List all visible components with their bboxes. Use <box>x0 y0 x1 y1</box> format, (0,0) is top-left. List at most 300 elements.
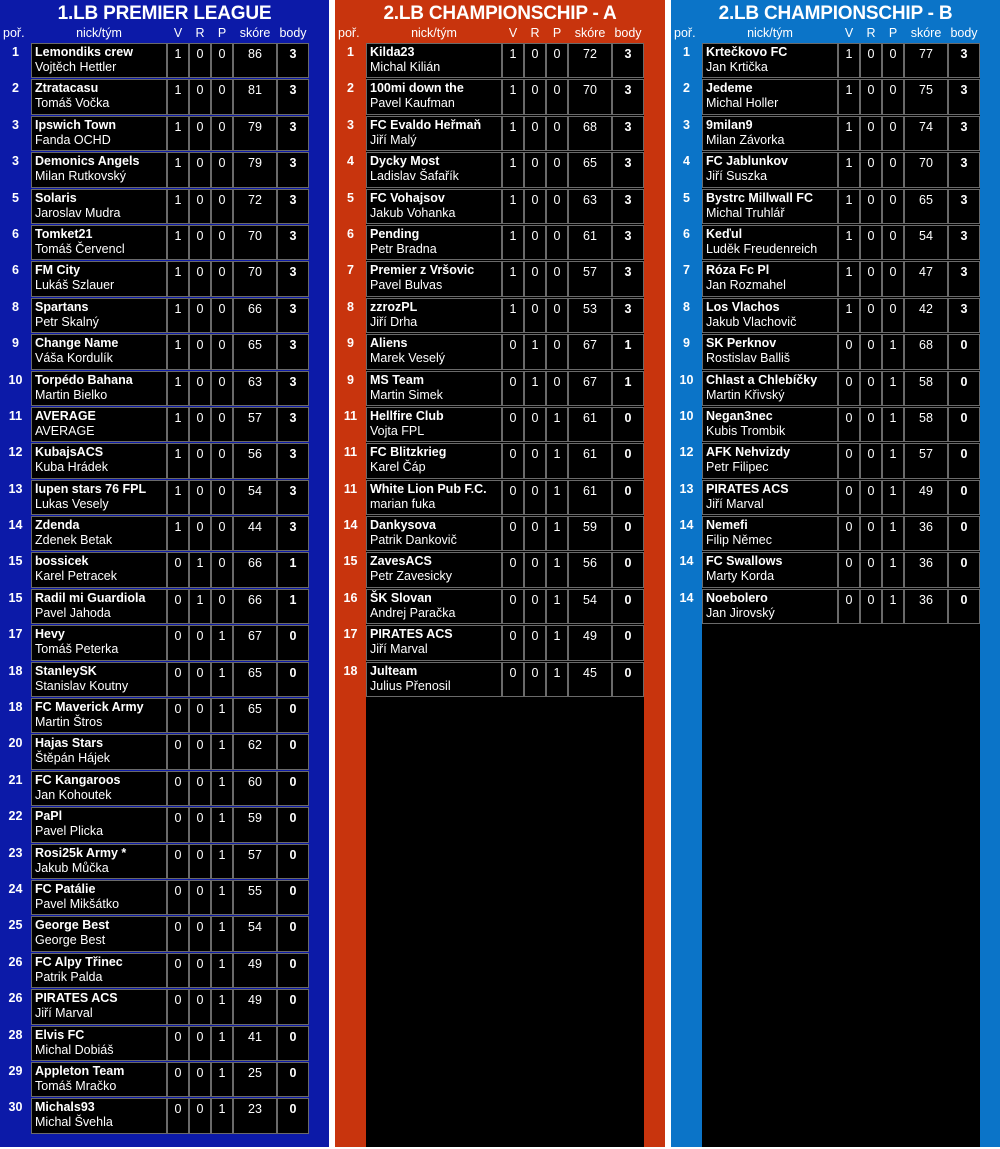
team-name: Róza Fc Pl <box>706 263 770 278</box>
team-cell <box>702 334 838 369</box>
rank-cell: 1 <box>12 45 19 59</box>
score-cell: 54 <box>233 916 277 951</box>
rank-cell: 11 <box>8 408 23 423</box>
rank-cell: 3 <box>347 117 354 132</box>
rank-cell: 16 <box>343 590 358 605</box>
table-row <box>671 407 1000 443</box>
losses-cell: 0 <box>546 371 568 406</box>
manager-name: Milan Závorka <box>706 132 785 147</box>
points-cell: 0 <box>948 443 980 478</box>
table-row <box>671 298 1000 334</box>
team-cell <box>702 480 838 515</box>
draws-cell: 0 <box>860 407 882 442</box>
wins-cell: 1 <box>838 225 860 260</box>
wins-cell: 1 <box>167 152 189 187</box>
draws-cell: 0 <box>189 807 211 842</box>
wins-cell: 0 <box>502 407 524 442</box>
standings-table <box>0 43 329 1135</box>
points-cell: 3 <box>948 79 980 114</box>
manager-name: Kubis Trombik <box>706 423 786 438</box>
team-cell <box>31 589 167 624</box>
table-row <box>671 225 1000 261</box>
wins-cell: 0 <box>167 916 189 951</box>
draws-cell: 0 <box>524 261 546 296</box>
team-name: Julteam <box>370 663 418 678</box>
points-cell: 0 <box>277 953 309 988</box>
team-cell <box>366 625 502 660</box>
manager-name: Marek Veselý <box>370 351 446 366</box>
team-name: Spartans <box>35 299 89 314</box>
team-cell <box>366 480 502 515</box>
losses-cell: 0 <box>211 443 233 478</box>
team-cell <box>702 589 838 624</box>
manager-name: Fanda OCHD <box>35 132 111 147</box>
score-cell: 57 <box>904 443 948 478</box>
header-points: body <box>279 26 307 40</box>
score-cell: 58 <box>904 371 948 406</box>
team-cell <box>366 589 502 624</box>
manager-name: Jan Jirovský <box>706 605 775 620</box>
draws-cell: 0 <box>860 43 882 78</box>
team-name: Premier z Vršovic <box>370 263 475 278</box>
league-title: 1.LB PREMIER LEAGUE <box>57 3 272 24</box>
score-cell: 65 <box>568 152 612 187</box>
manager-name: Jan Kohoutek <box>35 787 112 802</box>
team-name: Keďul <box>706 226 743 241</box>
team-cell <box>31 989 167 1024</box>
team-name: Hajas Stars <box>35 736 104 751</box>
losses-cell: 0 <box>546 116 568 151</box>
manager-name: Petr Skalný <box>35 314 99 329</box>
table-row <box>335 480 664 516</box>
points-cell: 3 <box>277 516 309 551</box>
losses-cell: 0 <box>882 152 904 187</box>
score-cell: 65 <box>233 662 277 697</box>
manager-name: Pavel Jahoda <box>35 605 111 620</box>
team-name: ŠK Slovan <box>370 590 432 605</box>
score-cell: 63 <box>568 189 612 224</box>
losses-cell: 0 <box>211 79 233 114</box>
team-cell <box>702 79 838 114</box>
team-cell <box>31 734 167 769</box>
header-v: V <box>173 26 183 40</box>
team-name: Torpédo Bahana <box>35 372 133 387</box>
points-cell: 0 <box>948 371 980 406</box>
wins-cell: 0 <box>167 989 189 1024</box>
table-row <box>671 189 1000 225</box>
manager-name: Jan Rozmahel <box>706 278 786 293</box>
losses-cell: 0 <box>882 225 904 260</box>
rank-cell: 15 <box>8 554 23 569</box>
table-row <box>335 152 664 188</box>
manager-name: Pavel Plicka <box>35 824 104 839</box>
rank-cell: 21 <box>8 772 23 787</box>
losses-cell: 1 <box>211 1026 233 1061</box>
wins-cell: 0 <box>502 516 524 551</box>
wins-cell: 0 <box>167 662 189 697</box>
manager-name: marian fuka <box>370 496 436 511</box>
points-cell: 0 <box>277 771 309 806</box>
team-cell <box>366 552 502 587</box>
team-name: Solaris <box>35 190 77 205</box>
rank-cell: 2 <box>12 81 19 96</box>
points-cell: 0 <box>612 552 644 587</box>
losses-cell: 0 <box>546 225 568 260</box>
table-row <box>335 662 664 698</box>
losses-cell: 0 <box>211 43 233 78</box>
team-cell <box>31 443 167 478</box>
draws-cell: 0 <box>860 552 882 587</box>
score-cell: 81 <box>233 79 277 114</box>
team-cell <box>366 79 502 114</box>
draws-cell: 0 <box>189 298 211 333</box>
manager-name: Vojtěch Hettler <box>35 60 117 74</box>
points-cell: 0 <box>948 516 980 551</box>
team-name: zzrozPL <box>370 299 418 314</box>
points-cell: 0 <box>612 589 644 624</box>
table-row <box>0 189 329 225</box>
team-cell <box>31 79 167 114</box>
manager-name: Jaroslav Mudra <box>35 205 121 220</box>
table-row <box>335 79 664 115</box>
team-cell <box>31 334 167 369</box>
score-cell: 49 <box>233 989 277 1024</box>
points-cell: 0 <box>612 625 644 660</box>
table-row <box>0 79 329 115</box>
rank-cell: 8 <box>347 299 354 314</box>
losses-cell: 1 <box>211 734 233 769</box>
rank-cell: 6 <box>347 226 354 241</box>
score-cell: 68 <box>568 116 612 151</box>
losses-cell: 0 <box>546 152 568 187</box>
rank-cell: 1 <box>683 45 690 59</box>
draws-cell: 0 <box>189 662 211 697</box>
wins-cell: 1 <box>167 516 189 551</box>
team-name: FC Patálie <box>35 881 96 896</box>
manager-name: George Best <box>35 933 106 948</box>
score-cell: 59 <box>233 807 277 842</box>
manager-name: Tomáš Mračko <box>35 1078 117 1093</box>
losses-cell: 0 <box>882 298 904 333</box>
table-row <box>671 480 1000 516</box>
draws-cell: 0 <box>189 771 211 806</box>
team-name: FC Swallows <box>706 554 783 569</box>
score-cell: 65 <box>233 334 277 369</box>
losses-cell: 1 <box>211 989 233 1024</box>
draws-cell: 0 <box>189 407 211 442</box>
draws-cell: 0 <box>860 334 882 369</box>
losses-cell: 1 <box>211 916 233 951</box>
team-cell <box>31 880 167 915</box>
wins-cell: 0 <box>838 589 860 624</box>
manager-name: Jiří Drha <box>370 314 418 329</box>
team-cell <box>31 43 167 78</box>
team-cell <box>702 116 838 151</box>
points-cell: 0 <box>277 1062 309 1097</box>
table-row <box>0 225 329 261</box>
rank-cell: 29 <box>8 1063 23 1078</box>
losses-cell: 1 <box>882 516 904 551</box>
rank-cell: 14 <box>679 590 694 605</box>
draws-cell: 0 <box>860 79 882 114</box>
team-cell <box>366 152 502 187</box>
score-cell: 66 <box>233 552 277 587</box>
rank-cell: 9 <box>347 336 354 351</box>
score-cell: 41 <box>233 1026 277 1061</box>
header-rank: poř. <box>674 26 696 40</box>
team-cell <box>31 552 167 587</box>
rank-cell: 15 <box>343 554 358 569</box>
score-cell: 79 <box>233 116 277 151</box>
points-cell: 3 <box>612 298 644 333</box>
team-cell <box>31 116 167 151</box>
draws-cell: 0 <box>189 1026 211 1061</box>
manager-name: Stanislav Koutny <box>35 678 129 693</box>
table-row <box>335 116 664 152</box>
team-name: Pending <box>370 226 420 241</box>
manager-name: Jiří Suszka <box>706 169 768 184</box>
manager-name: Jakub Vlachovič <box>706 314 797 329</box>
losses-cell: 0 <box>211 116 233 151</box>
league-title: 2.LB CHAMPIONSCHIP - B <box>718 3 953 24</box>
wins-cell: 0 <box>502 552 524 587</box>
header-r: R <box>530 26 540 40</box>
losses-cell: 1 <box>546 589 568 624</box>
rank-cell: 3 <box>12 154 19 169</box>
rank-cell: 25 <box>8 918 23 933</box>
league-title: 2.LB CHAMPIONSCHIP - A <box>383 3 617 24</box>
draws-cell: 0 <box>860 589 882 624</box>
team-cell <box>702 225 838 260</box>
table-row <box>0 844 329 880</box>
team-name: FC Evaldo Heřmaň <box>370 117 482 132</box>
draws-cell: 0 <box>860 516 882 551</box>
table-row <box>0 1098 329 1134</box>
wins-cell: 0 <box>838 334 860 369</box>
rank-cell: 14 <box>343 518 358 533</box>
losses-cell: 0 <box>211 225 233 260</box>
score-cell: 75 <box>904 79 948 114</box>
panel-championship-a <box>335 0 665 1147</box>
rank-cell: 4 <box>683 154 690 169</box>
wins-cell: 0 <box>167 698 189 733</box>
team-name: Ipswich Town <box>35 117 117 132</box>
rank-cell: 2 <box>347 81 354 96</box>
losses-cell: 1 <box>211 698 233 733</box>
team-name: 100mi down the <box>370 81 464 96</box>
header-nick: nick/tým <box>76 26 122 40</box>
rank-cell: 24 <box>8 881 23 896</box>
draws-cell: 1 <box>189 552 211 587</box>
wins-cell: 1 <box>838 43 860 78</box>
team-cell <box>702 371 838 406</box>
draws-cell: 0 <box>524 552 546 587</box>
rank-cell: 12 <box>679 445 694 460</box>
losses-cell: 0 <box>546 189 568 224</box>
team-name: Aliens <box>370 336 408 351</box>
score-cell: 67 <box>568 371 612 406</box>
table-row <box>0 152 329 188</box>
header-score: skóre <box>574 26 606 40</box>
points-cell: 0 <box>277 880 309 915</box>
wins-cell: 0 <box>502 662 524 697</box>
team-cell <box>366 662 502 697</box>
losses-cell: 0 <box>211 552 233 587</box>
standings-table <box>335 43 664 698</box>
draws-cell: 0 <box>189 698 211 733</box>
rank-cell: 14 <box>679 518 694 533</box>
losses-cell: 0 <box>211 371 233 406</box>
losses-cell: 1 <box>211 1062 233 1097</box>
table-row <box>0 589 329 625</box>
team-cell <box>702 552 838 587</box>
table-row <box>335 261 664 297</box>
team-name: Los Vlachos <box>706 299 780 314</box>
wins-cell: 0 <box>502 334 524 369</box>
draws-cell: 0 <box>524 662 546 697</box>
rank-cell: 4 <box>347 154 354 169</box>
points-cell: 3 <box>948 225 980 260</box>
draws-cell: 0 <box>189 443 211 478</box>
team-cell <box>366 261 502 296</box>
header-p: P <box>888 26 898 40</box>
team-cell <box>31 625 167 660</box>
rank-cell: 5 <box>347 190 354 205</box>
manager-name: Ladislav Šafařík <box>370 169 459 184</box>
wins-cell: 1 <box>167 225 189 260</box>
draws-cell: 0 <box>189 916 211 951</box>
manager-name: Julius Přenosil <box>370 678 451 693</box>
losses-cell: 0 <box>211 516 233 551</box>
score-cell: 49 <box>568 625 612 660</box>
draws-cell: 0 <box>189 880 211 915</box>
table-row <box>0 443 329 479</box>
draws-cell: 0 <box>524 43 546 78</box>
points-cell: 3 <box>612 43 644 78</box>
draws-cell: 0 <box>189 1062 211 1097</box>
rank-cell: 18 <box>8 663 23 678</box>
manager-name: Tomáš Červencl <box>35 241 125 256</box>
manager-name: Marty Korda <box>706 569 775 584</box>
points-cell: 3 <box>948 189 980 224</box>
points-cell: 3 <box>277 261 309 296</box>
wins-cell: 1 <box>502 189 524 224</box>
team-name: George Best <box>35 918 110 933</box>
draws-cell: 0 <box>189 953 211 988</box>
losses-cell: 0 <box>882 189 904 224</box>
points-cell: 0 <box>277 1098 309 1133</box>
points-cell: 3 <box>277 480 309 515</box>
score-cell: 77 <box>904 43 948 78</box>
table-row <box>671 334 1000 370</box>
score-cell: 45 <box>568 662 612 697</box>
draws-cell: 0 <box>524 225 546 260</box>
draws-cell: 0 <box>860 371 882 406</box>
draws-cell: 0 <box>189 1098 211 1133</box>
rank-cell: 23 <box>8 845 23 860</box>
points-cell: 3 <box>612 152 644 187</box>
team-name: ZavesACS <box>370 554 432 569</box>
team-name: FC Maverick Army <box>35 700 144 715</box>
points-cell: 3 <box>277 371 309 406</box>
draws-cell: 0 <box>189 516 211 551</box>
team-name: Demonics Angels <box>35 154 140 169</box>
wins-cell: 1 <box>167 298 189 333</box>
table-row <box>335 443 664 479</box>
manager-name: Karel Čáp <box>370 460 426 475</box>
rank-cell: 10 <box>679 408 694 423</box>
wins-cell: 1 <box>502 261 524 296</box>
wins-cell: 0 <box>838 443 860 478</box>
team-cell <box>31 407 167 442</box>
losses-cell: 1 <box>882 371 904 406</box>
wins-cell: 0 <box>502 443 524 478</box>
wins-cell: 0 <box>167 771 189 806</box>
team-cell <box>31 152 167 187</box>
rank-cell: 13 <box>679 481 694 496</box>
points-cell: 0 <box>948 552 980 587</box>
team-cell <box>702 443 838 478</box>
rank-cell: 26 <box>8 954 23 969</box>
score-cell: 49 <box>233 953 277 988</box>
rank-cell: 11 <box>343 408 358 423</box>
rank-cell: 18 <box>8 700 23 715</box>
rank-cell: 22 <box>8 809 23 824</box>
rank-cell: 9 <box>347 372 354 387</box>
team-name: Rosi25k Army * <box>35 845 127 860</box>
points-cell: 0 <box>948 480 980 515</box>
table-row <box>335 189 664 225</box>
team-name: Chlast a Chlebíčky <box>706 372 818 387</box>
team-name: PaPl <box>35 809 63 824</box>
score-cell: 61 <box>568 407 612 442</box>
team-cell <box>31 261 167 296</box>
score-cell: 56 <box>568 552 612 587</box>
rank-cell: 20 <box>8 736 23 751</box>
wins-cell: 1 <box>167 189 189 224</box>
losses-cell: 1 <box>211 844 233 879</box>
points-cell: 3 <box>948 298 980 333</box>
wins-cell: 1 <box>502 225 524 260</box>
team-cell <box>366 43 502 78</box>
points-cell: 3 <box>277 43 309 78</box>
table-row <box>0 261 329 297</box>
points-cell: 0 <box>948 589 980 624</box>
draws-cell: 0 <box>860 225 882 260</box>
table-row <box>671 552 1000 588</box>
rank-cell: 12 <box>8 445 23 460</box>
rank-cell: 28 <box>8 1027 23 1042</box>
draws-cell: 0 <box>524 443 546 478</box>
table-row <box>335 407 664 443</box>
manager-name: Michal Švehla <box>35 1115 113 1130</box>
score-cell: 67 <box>568 334 612 369</box>
score-cell: 54 <box>233 480 277 515</box>
draws-cell: 0 <box>524 79 546 114</box>
draws-cell: 0 <box>524 116 546 151</box>
rank-cell: 30 <box>8 1100 23 1115</box>
score-cell: 54 <box>568 589 612 624</box>
team-name: Bystrc Millwall FC <box>706 190 813 205</box>
team-name: Hellfire Club <box>370 408 444 423</box>
manager-name: Martin Bielko <box>35 387 108 402</box>
rank-cell: 7 <box>347 263 354 278</box>
draws-cell: 0 <box>524 298 546 333</box>
panel-championship-b <box>671 0 1000 1147</box>
team-cell <box>366 189 502 224</box>
score-cell: 54 <box>904 225 948 260</box>
team-name: Ztratacasu <box>35 81 99 96</box>
